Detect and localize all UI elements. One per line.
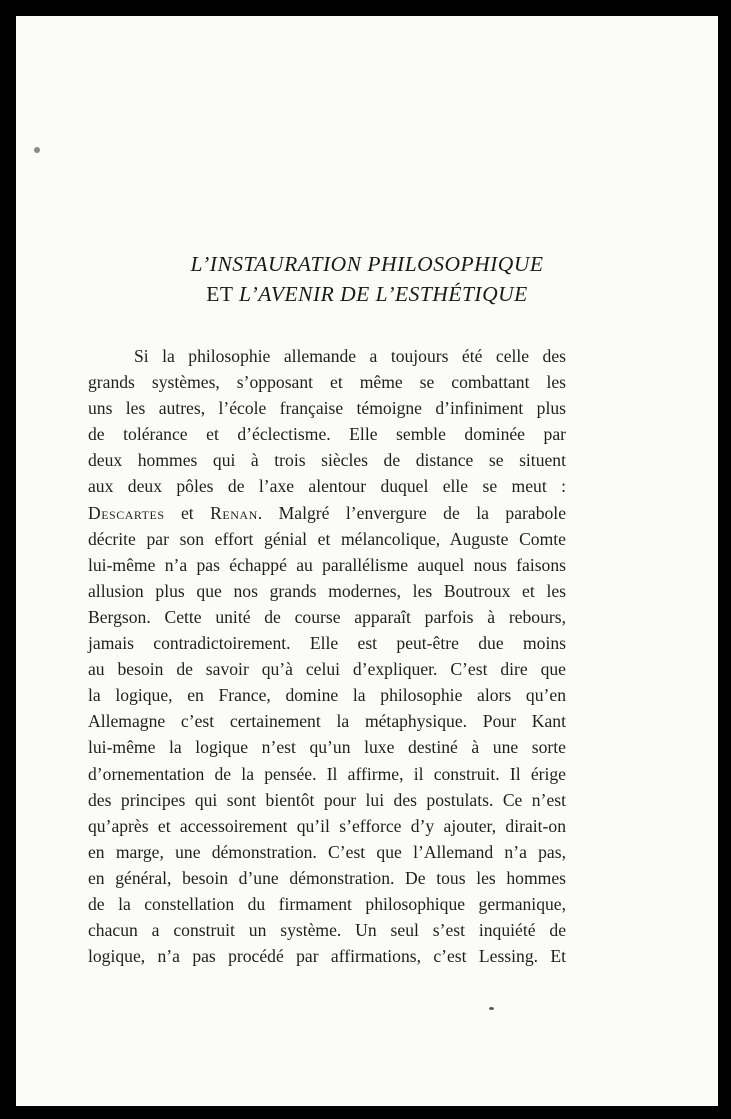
text-line: d’ornementation de la pensée. Il affirme, il construit. Il érige [88, 763, 566, 784]
text-line: allusion plus que nos grands modernes, les Boutroux et les [88, 580, 566, 601]
book-page [16, 16, 718, 1106]
text-line: lui-même n’a pas échappé au parallélisme auquel nous faisons [88, 554, 566, 575]
chapter-title-line-1: L’INSTAURATION PHILOSOPHIQUE [190, 252, 544, 276]
text-line: aux deux pôles de l’axe alentour duquel elle se meut : [88, 476, 566, 497]
text-line: en marge, une démonstration. C’est que l’Allemand n’a pas, [88, 841, 566, 862]
text-line: grands systèmes, s’opposant et même se combattant les [88, 372, 566, 393]
text-line: uns les autres, l’école française témoigne d’infiniment plus [88, 398, 566, 419]
text-line: au besoin de savoir qu’à celui d’expliquer. C’est dire que [88, 659, 566, 680]
chapter-title-line-2: ET L’AVENIR DE L’ESTHÉTIQUE [206, 282, 528, 306]
author-name-renan: Renan [210, 502, 258, 523]
text-line: la logique, en France, domine la philosophie alors qu’en [88, 685, 566, 706]
text-line: deux hommes qui à trois siècles de distance se situent [88, 450, 566, 471]
text-line: Allemagne c’est certainement la métaphysique. Pour Kant [88, 711, 566, 732]
ink-speck [34, 147, 40, 153]
text-line: Si la philosophie allemande a toujours été celle des [134, 346, 566, 366]
text-line: Descartes et Renan. Malgré l’envergure de la parabole [88, 502, 566, 523]
body-paragraph [88, 343, 566, 969]
text-line: jamais contradictoirement. Elle est peut-être due moins [88, 633, 566, 654]
text-line: en général, besoin d’une démonstration. De tous les hommes [88, 867, 566, 888]
text-line: lui-même la logique n’est qu’un luxe destiné à une sorte [88, 737, 566, 758]
author-name-descartes: Descartes [88, 502, 165, 523]
text-line: de la constellation du firmament philosophique germanique, [88, 893, 566, 914]
text-line: chacun a construit un système. Un seul s’est inquiété de [88, 920, 566, 941]
text-line: Bergson. Cette unité de course apparaît parfois à rebours, [88, 606, 566, 627]
text-line: décrite par son effort génial et mélancolique, Auguste Comte [88, 528, 566, 549]
text-line: qu’après et accessoirement qu’il s’efforce d’y ajouter, dirait-on [88, 815, 566, 836]
ink-speck [489, 1007, 494, 1010]
text-line: logique, n’a pas procédé par affirmations, c’est Lessing. Et [88, 946, 566, 967]
text-line: des principes qui sont bientôt pour lui des postulats. Ce n’est [88, 789, 566, 810]
text-line: de tolérance et d’éclectisme. Elle semble dominée par [88, 424, 566, 445]
